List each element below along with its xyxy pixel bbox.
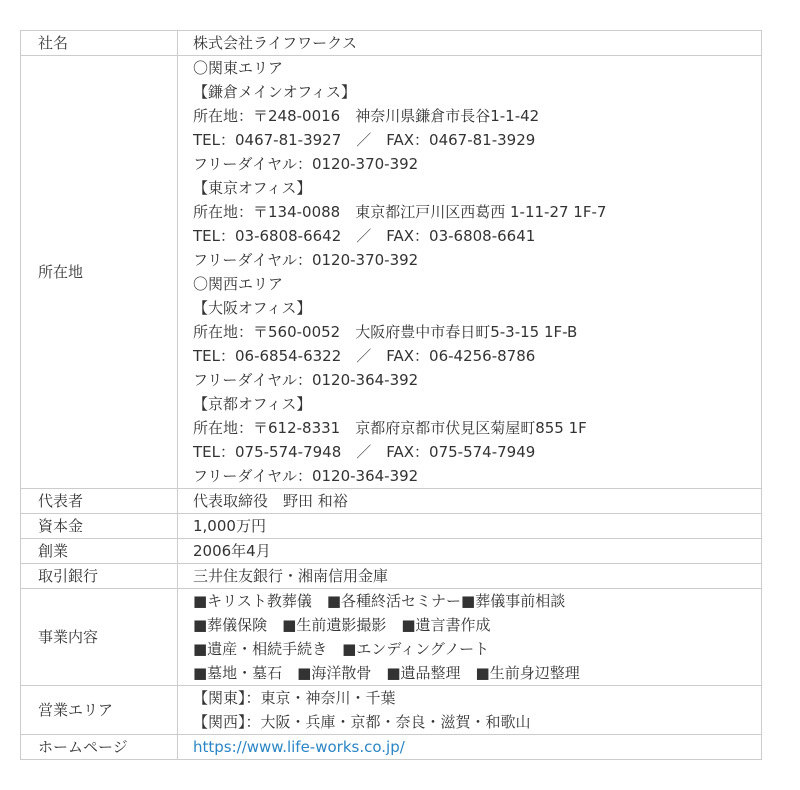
company-value [178, 31, 762, 56]
table-row-bank [21, 564, 762, 589]
address-line: 所在地：〒248-0016 神奈川県鎌倉市長谷1-1-42 [193, 107, 540, 125]
capital-amount: 1,000万円 [193, 517, 266, 535]
bank-value [178, 564, 762, 589]
homepage-value [178, 735, 762, 760]
table-row-capital [21, 514, 762, 539]
table-row-founded [21, 539, 762, 564]
address-line: 〇関西エリア [193, 275, 284, 293]
founded-date: 2006年4月 [193, 542, 271, 560]
business-line: ■キリスト教葬儀 ■各種終活セミナー■葬儀事前相談 [193, 592, 566, 610]
capital-value [178, 514, 762, 539]
address-line: 〇関東エリア [193, 59, 284, 77]
address-line: 【鎌倉メインオフィス】 [193, 83, 357, 101]
table-row-representative [21, 489, 762, 514]
address-line: フリーダイヤル：0120-364-392 [193, 467, 419, 485]
address-value [178, 56, 762, 489]
table-row-business [21, 589, 762, 686]
address-line: 所在地：〒560-0052 大阪府豊中市春日町5-3-15 1F-B [193, 323, 578, 341]
address-line: TEL：0467-81-3927 ／ FAX：0467-81-3929 [193, 131, 536, 149]
address-line: 所在地：〒612-8331 京都府京都市伏見区菊屋町855 1F [193, 419, 587, 437]
founded-value [178, 539, 762, 564]
address-line: 【大阪オフィス】 [193, 299, 312, 317]
area-line: 【関西】：大阪・兵庫・京都・奈良・滋賀・和歌山 [193, 713, 531, 731]
address-line: 所在地：〒134-0088 東京都江戸川区西葛西 1-11-27 1F-7 [193, 203, 607, 221]
homepage-label: ホームページ [21, 735, 178, 760]
representative-value [178, 489, 762, 514]
table-row-area [21, 686, 762, 735]
address-line: TEL：075-574-7948 ／ FAX：075-574-7949 [193, 443, 536, 461]
address-line: TEL：06-6854-6322 ／ FAX：06-4256-8786 [193, 347, 536, 365]
capital-label: 資本金 [21, 514, 178, 539]
representative-name: 代表取締役 野田 和裕 [193, 492, 348, 510]
homepage-link[interactable]: https://www.life-works.co.jp/ [193, 738, 405, 756]
company-name: 株式会社ライフワークス [193, 34, 357, 52]
table-row-homepage [21, 735, 762, 760]
address-line: フリーダイヤル：0120-364-392 [193, 371, 419, 389]
address-line: 【京都オフィス】 [193, 395, 312, 413]
address-line: フリーダイヤル：0120-370-392 [193, 251, 419, 269]
table-row-company [21, 31, 762, 56]
business-label: 事業内容 [21, 589, 178, 686]
business-line: ■葬儀保険 ■生前遺影撮影 ■遺言書作成 [193, 616, 491, 634]
table-row-address [21, 56, 762, 489]
company-profile-table [20, 30, 762, 760]
business-line: ■墓地・墓石 ■海洋散骨 ■遺品整理 ■生前身辺整理 [193, 664, 580, 682]
area-value [178, 686, 762, 735]
bank-label: 取引銀行 [21, 564, 178, 589]
address-line: フリーダイヤル：0120-370-392 [193, 155, 419, 173]
representative-label: 代表者 [21, 489, 178, 514]
area-line: 【関東】：東京・神奈川・千葉 [193, 689, 396, 707]
address-line: TEL：03-6808-6642 ／ FAX：03-6808-6641 [193, 227, 536, 245]
business-value [178, 589, 762, 686]
address-label: 所在地 [21, 56, 178, 489]
address-line: 【東京オフィス】 [193, 179, 312, 197]
founded-label: 創業 [21, 539, 178, 564]
area-label: 営業エリア [21, 686, 178, 735]
business-line: ■遺産・相続手続き ■エンディングノート [193, 640, 490, 658]
bank-names: 三井住友銀行・湘南信用金庫 [193, 567, 389, 585]
company-label: 社名 [21, 31, 178, 56]
